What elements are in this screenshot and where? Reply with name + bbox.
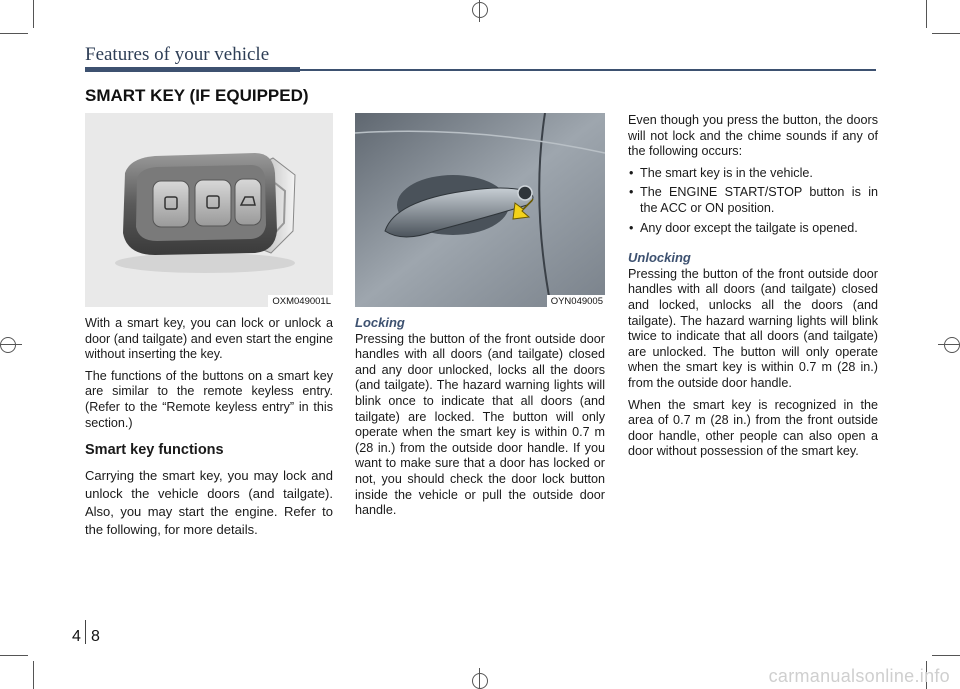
paragraph: Carrying the smart key, you may lock and unlock the vehicle doors (and tailgate). Also, you may start the engine. Refer to the following, for more details. <box>85 467 333 537</box>
chapter-number: 4 <box>72 628 81 645</box>
paragraph: Pressing the button of the front outside door handles with all doors (and tailgate) closed and any door unlocked, locks all the doors (and tailgate). The hazard warning lights will blink once to indicate that all doors (and tailgate) are locked. The button will only operate when the smart key is within 0.7 m (28 in.) from the outside door handle. If you want to make sure that a door has locked or not, you should check the door lock button inside the vehicle or pull the outside door handle. <box>355 331 605 518</box>
page-number-divider <box>85 620 86 644</box>
smart-key-photo <box>85 113 333 307</box>
column-left <box>85 316 333 545</box>
running-header: Features of your vehicle <box>85 44 270 65</box>
door-handle-icon <box>355 113 605 307</box>
column-right <box>628 113 878 466</box>
section-title: SMART KEY (IF EQUIPPED) <box>85 86 309 105</box>
header-rule <box>300 69 876 71</box>
paragraph: When the smart key is recognized in the area of 0.7 m (28 in.) from the front outside door handle, other people can also open a door without possession of the smart key. <box>628 397 878 459</box>
photo-code-middle: OYN049005 <box>547 295 605 307</box>
watermark: carmanualsonline.info <box>768 666 950 686</box>
subheading-smart-key-functions: Smart key functions <box>85 442 224 459</box>
door-handle-photo <box>355 113 605 307</box>
subheading-unlocking: Unlocking <box>628 250 691 266</box>
smart-key-icon <box>85 113 333 307</box>
column-middle <box>355 315 605 525</box>
page-number: 8 <box>91 628 100 645</box>
list-item: • The smart key is in the vehicle. <box>628 166 878 182</box>
paragraph: Even though you press the button, the doors will not lock and the chime sounds if any of the following occurs: <box>628 113 878 159</box>
header-bar <box>85 67 300 72</box>
paragraph: With a smart key, you can lock or unlock a door (and tailgate) and even start the engine without inserting the key. <box>85 316 333 362</box>
paragraph: Pressing the button of the front outside door handles with all doors (and tailgate) closed and locked, unlocks all the doors (and tailgate). The hazard warning lights will blink twice to indicate that all doors (and tailgate) are unlocked. The button will only operate when the smart key is within 0.7 m (28 in.) from the outside door handle. <box>628 266 878 390</box>
condition-list <box>628 166 878 236</box>
photo-code-left: OXM049001L <box>268 295 333 307</box>
subheading-locking: Locking <box>355 315 405 330</box>
list-item: • The ENGINE START/STOP button is in the ACC or ON position. <box>628 185 878 216</box>
list-item: • Any door except the tailgate is opened. <box>628 221 878 237</box>
paragraph: The functions of the buttons on a smart key are similar to the remote keyless entry. (Refer to the “Remote keyless entry” in this section.) <box>85 368 333 430</box>
